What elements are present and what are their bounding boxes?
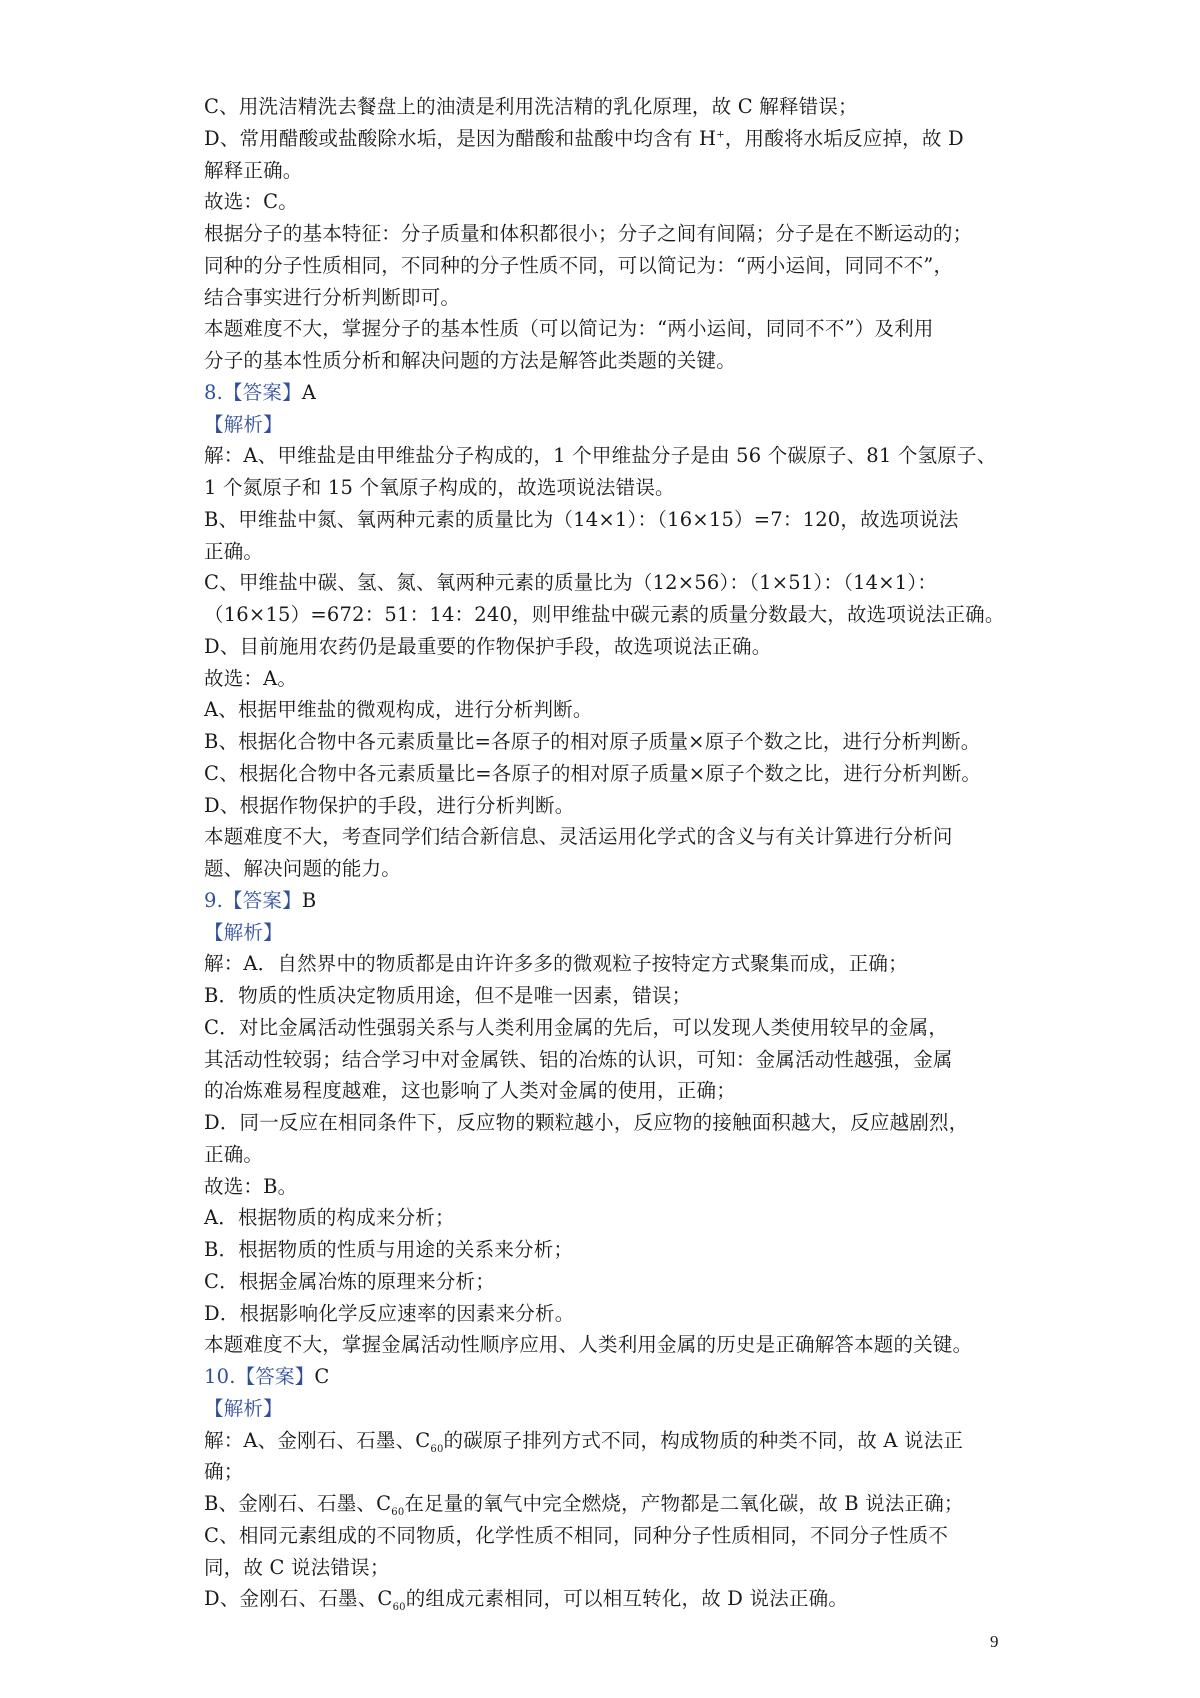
text-line: 1 个氮原子和 15 个氧原子构成的，故选项说法错误。 (204, 476, 675, 499)
text-line: 确； (204, 1460, 244, 1484)
text-line: 根据分子的基本特征：分子质量和体积都很小；分子之间有间隔；分子是在不断运动的； (204, 222, 973, 245)
page-number: 9 (990, 1632, 999, 1651)
text-line: 本题难度不大，掌握分子的基本性质（可以简记为：“两小运间，同同不不”）及利用 (204, 317, 934, 341)
text-line: D、金刚石、石墨、$C_{60}$的组成元素相同，可以相互转化，故 D 说法正确。 (204, 1587, 849, 1614)
text-line: 的冶炼难易程度越难，这也影响了人类对金属的使用，正确； (204, 1079, 736, 1103)
text-line: C、用洗洁精洗去餐盘上的油渍是利用洗洁精的乳化原理，故 C 解释错误； (204, 95, 858, 118)
text-line: 分子的基本性质分析和解决问题的方法是解答此类题的关键。 (204, 349, 736, 372)
text-line: B、根据化合物中各元素质量比=各原子的相对原子质量×原子个数之比，进行分析判断。 (204, 730, 981, 753)
text-line: A．根据物质的构成来分析； (204, 1206, 455, 1230)
text-line: 故选：B。 (204, 1174, 298, 1198)
text-line: 同，故 C 说法错误； (204, 1555, 390, 1579)
text-line: 本题难度不大，考查同学们结合新信息、灵活运用化学式的含义与有关计算进行分析问 (204, 825, 953, 849)
text-line: B、甲维盐中氮、氧两种元素的质量比为（14×1）：（16×15）=7：120，故选项说法 (204, 507, 959, 531)
text-line: C．根据金属冶炼的原理来分析； (204, 1269, 495, 1293)
text-line: 故选：A。 (204, 666, 298, 690)
text-line: 结合事实进行分析判断即可。 (204, 285, 461, 309)
text-line: 故选：C。 (204, 190, 298, 214)
text-line: C、相同元素组成的不同物质，化学性质不相同，同种分子性质相同，不同分子性质不 (204, 1523, 949, 1547)
text-line: （16×15）=672：51：14：240，则甲维盐中碳元素的质量分数最大，故选项说法正确。 (204, 603, 1005, 626)
analysis-heading: 【解析】 (204, 920, 283, 944)
text-line: 本题难度不大，掌握金属活动性顺序应用、人类利用金属的历史是正确解答本题的关键。 (204, 1333, 973, 1357)
text-line: D．根据影响化学反应速率的因素来分析。 (204, 1301, 575, 1325)
text-line: 题、解决问题的能力。 (204, 857, 402, 880)
answer-heading: 9.【答案】B (204, 888, 317, 912)
text-line: 其活动性较弱；结合学习中对金属铁、铝的冶炼的认识，可知：金属活动性越强，金属 (204, 1047, 953, 1071)
text-line: B．根据物质的性质与用途的关系来分析； (204, 1238, 574, 1261)
text-line: C、根据化合物中各元素质量比=各原子的相对原子质量×原子个数之比，进行分析判断。 (204, 761, 982, 785)
text-line: 解释正确。 (204, 158, 303, 182)
analysis-heading: 【解析】 (204, 412, 283, 436)
answer-heading: 10.【答案】C (204, 1365, 330, 1388)
text-line: 解：A、甲维盐是由甲维盐分子构成的，1 个甲维盐分子是由 56 个碳原子、81 个氢原子、 (204, 444, 997, 468)
text-line: D．同一反应在相同条件下，反应物的颗粒越小，反应物的接触面积越大，反应越剧烈， (204, 1111, 969, 1134)
answer-heading: 8.【答案】A (204, 380, 317, 404)
analysis-heading: 【解析】 (204, 1396, 283, 1420)
text-line: D、目前施用农药仍是最重要的作物保护手段，故选项说法正确。 (204, 634, 772, 658)
text-line: D、根据作物保护的手段，进行分析判断。 (204, 793, 575, 817)
text-line: B、金刚石、石墨、$C_{60}$在足量的氧气中完全燃烧，产物都是二氧化碳，故 B 说法正确； (204, 1492, 964, 1518)
text-line: 正确。 (204, 539, 264, 563)
document-body (204, 91, 1004, 1615)
text-line: C．对比金属活动性强弱关系与人类利用金属的先后，可以发现人类使用较早的金属， (204, 1015, 949, 1039)
text-line: C、甲维盐中碳、氢、氮、氧两种元素的质量比为（12×56）：（1×51）：（14×1）： (204, 571, 938, 595)
text-line: 同种的分子性质相同，不同种的分子性质不同，可以简记为：“两小运间，同同不不”， (204, 253, 954, 277)
text-line: D、常用醋酸或盐酸除水垢，是因为醋酸和盐酸中均含有 H+，用酸将水垢反应掉，故 D (204, 126, 964, 150)
text-line: A、根据甲维盐的微观构成，进行分析判断。 (204, 698, 593, 722)
text-line: 正确。 (204, 1142, 264, 1166)
text-line: 解：A．自然界中的物质都是由许许多多的微观粒子按特定方式聚集而成，正确； (204, 952, 908, 976)
text-line: 解：A、金刚石、石墨、$C_{60}$的碳原子排列方式不同，构成物质的种类不同，故 A 说法正 (204, 1428, 964, 1455)
text-line: B．物质的性质决定物质用途，但不是唯一因素，错误； (204, 984, 692, 1007)
